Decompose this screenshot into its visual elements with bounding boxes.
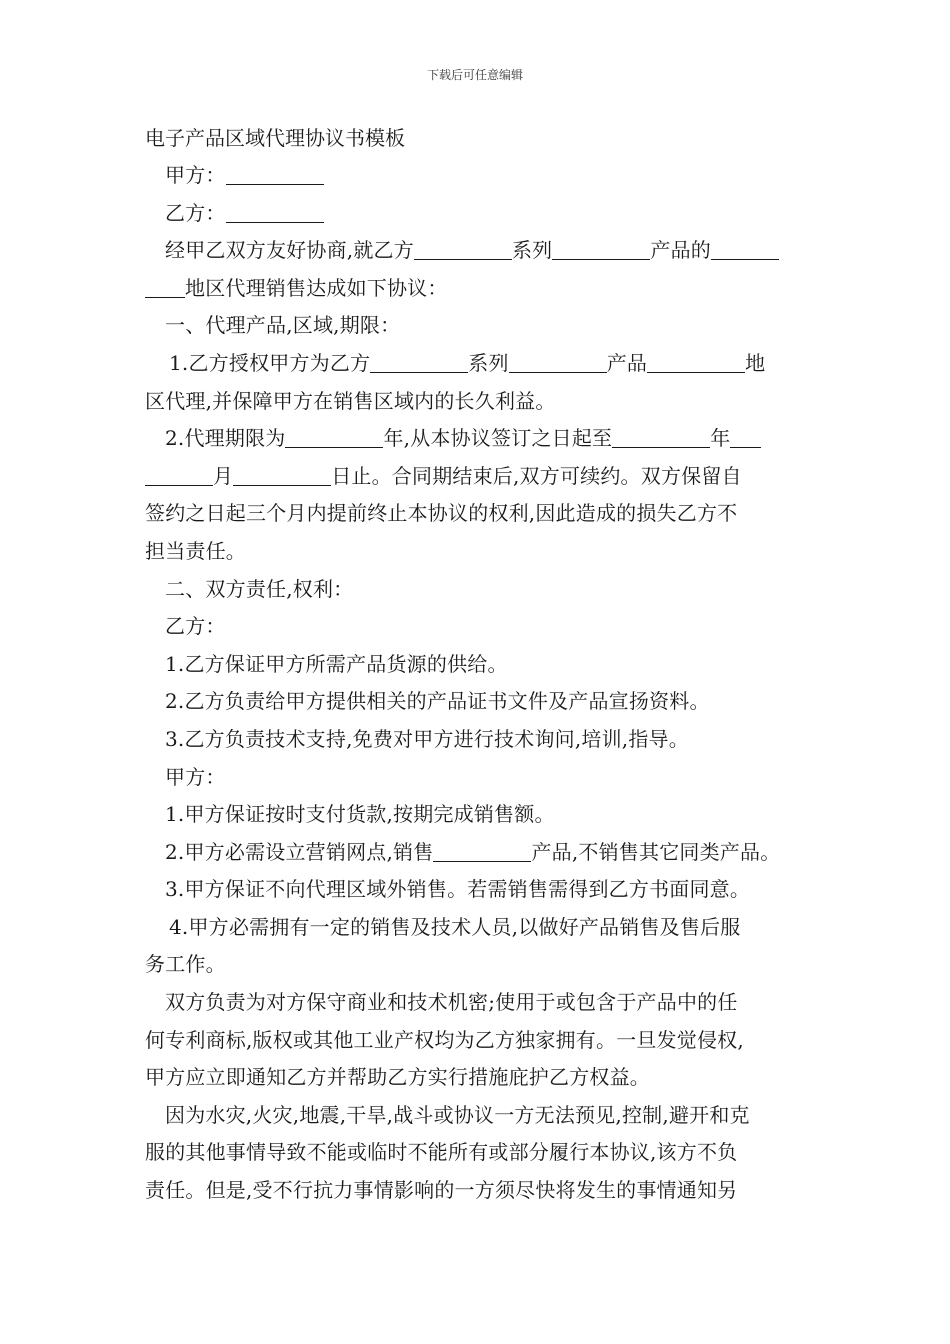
clause-1-2-cont-1: 月 日止。合同期结束后,双方可续约。双方保留自 [145,458,813,496]
party-b-heading: 乙方： [165,614,226,639]
section-2-heading: 二、双方责任,权利： [165,576,354,601]
blank-field[interactable] [711,237,779,260]
blank-field[interactable] [145,275,185,298]
force-majeure-line-3: 责任。但是,受不行抗力事情影响的一方须尽快将发生的事情通知另 [145,1178,738,1203]
blank-field[interactable] [730,425,761,448]
confidentiality-line-1: 双方负责为对方保守商业和技术机密;使用于或包含于产品中的任 [165,990,738,1015]
blank-field[interactable] [647,350,745,373]
confidentiality-line-3: 甲方应立即通知乙方并帮助乙方实行措施庇护乙方权益。 [145,1065,650,1090]
party-b-item-2: 2.乙方负责给甲方提供相关的产品证书文件及产品宣扬资料。 [165,689,710,714]
intro-line-1: 经甲乙双方友好协商,就乙方 系列 产品的 [145,232,813,270]
party-b-line: 乙方： [145,195,813,233]
force-majeure-line-2: 服的其他事情导致不能或临时不能所有或部分履行本协议,该方不负 [145,1140,738,1165]
party-b-item-1: 1.乙方保证甲方所需产品货源的供给。 [165,651,508,676]
blank-field[interactable] [552,237,650,260]
blank-field[interactable] [414,237,512,260]
party-a-item-2: 2.甲方必需设立营销网点,销售 产品,不销售其它同类产品。 [165,839,781,864]
party-a-heading: 甲方： [165,764,226,789]
page-header: 下载后可任意编辑 [426,68,523,82]
blank-field[interactable] [285,425,383,448]
blank-field[interactable] [433,839,531,862]
clause-1-2: 2.代理期限为 年,从本协议签订之日起至 年 [145,420,813,458]
confidentiality-line-2: 何专利商标,版权或其他工业产权均为乙方独家拥有。一旦发觉侵权, [145,1027,744,1052]
party-a-item-4: 4.甲方必需拥有一定的销售及技术人员,以做好产品销售及售后服 [169,914,741,939]
clause-1-1: 1.乙方授权甲方为乙方 系列 产品 地 [169,350,766,375]
party-a-item-1: 1.甲方保证按时支付货款,按期完成销售额。 [165,802,555,827]
blank-field[interactable] [509,350,607,373]
section-1-heading: 一、代理产品,区域,期限： [165,313,401,338]
blank-field[interactable] [612,425,710,448]
party-a-item-3: 3.甲方保证不向代理区域外销售。若需销售需得到乙方书面同意。 [165,877,751,902]
document-title: 电子产品区域代理协议书模板 [145,126,405,150]
blank-field[interactable] [226,200,324,223]
party-a-line: 甲方： [145,157,813,195]
force-majeure-line-1: 因为水灾,火灾,地震,干旱,战斗或协议一方无法预见,控制,避开和克 [165,1102,750,1127]
clause-1-1-cont: 区代理,并保障甲方在销售区域内的长久利益。 [145,388,556,413]
blank-field[interactable] [233,463,331,486]
blank-field[interactable] [145,463,213,486]
clause-1-2-cont-3: 担当责任。 [145,538,246,563]
party-a-item-4-cont: 务工作。 [145,952,226,977]
clause-1-2-cont-2: 签约之日起三个月内提前终止本协议的权利,因此造成的损失乙方不 [145,501,738,526]
document-body [145,120,813,1210]
blank-field[interactable] [226,162,324,185]
party-b-item-3: 3.乙方负责技术支持,免费对甲方进行技术询问,培训,指导。 [165,726,689,751]
blank-field[interactable] [370,350,468,373]
intro-line-2: 地区代理销售达成如下协议： [145,270,813,308]
